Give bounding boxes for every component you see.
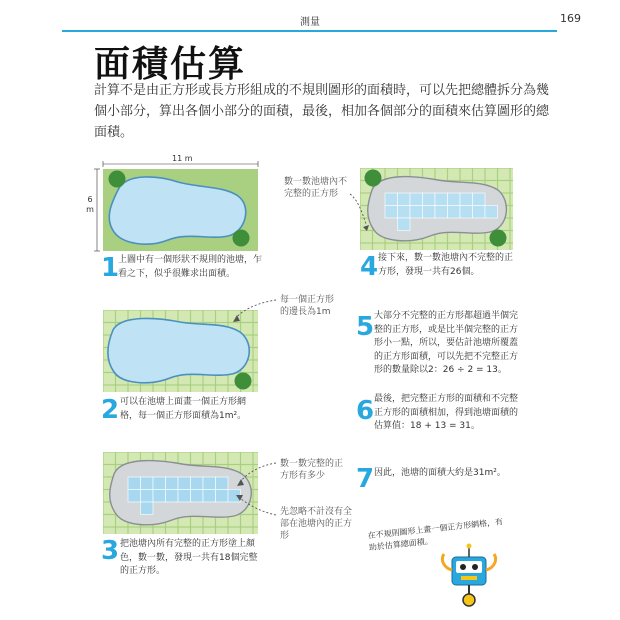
header-title: 測量 (300, 17, 320, 28)
panel-2-grid-pond (103, 310, 258, 392)
height-label: 6 m (86, 195, 94, 214)
step-6-text: 最後，把完整正方形的面積和不完整正方形的面積相加，得到池塘面積的估算值：18 + 13 = 31。 (374, 394, 519, 431)
robot-eye-icon (472, 564, 478, 570)
step-1-number: 1 (101, 253, 120, 283)
step-5-number: 5 (356, 312, 375, 342)
note-ignore-partial: 先忽略不計沒有全部在池塘內的正方形 (280, 507, 353, 541)
page-number: 169 (560, 12, 581, 25)
tree-icon (109, 171, 126, 188)
robot-mascot (442, 544, 495, 607)
tree-icon (235, 373, 252, 390)
robot-tip: 在不規則圖形上畫一個正方形網格，有助於估算總面積。 (367, 517, 504, 553)
step-3-number: 3 (101, 536, 120, 566)
step-3-text: 把池塘內所有完整的正方形塗上顏色，數一數，發現一共有18個完整的正方形。 (120, 539, 258, 576)
note-count-complete: 數一數完整的正方形有多少 (280, 459, 344, 481)
step-4-number: 4 (360, 252, 379, 282)
note-count-partial: 數一數池塘內不完整的正方形 (284, 177, 348, 199)
intro-paragraph: 計算不是由正方形或長方形組成的不規則圖形的面積時，可以先把總體拆分為幾個小部分，算出各個小部分的面積，最後，相加各個部分的面積來估算圖形的總面積。 (94, 83, 550, 140)
step-2-text: 可以在池塘上面畫一個正方形網格，每一個正方形面積為1m²。 (120, 397, 247, 421)
step-4-text: 接下來，數一數池塘內不完整的正方形，發現一共有26個。 (378, 253, 514, 277)
note-square-side: 每一個正方形的邊長為1m (280, 295, 335, 317)
panel-1-pond (94, 161, 258, 251)
step-2-number: 2 (101, 395, 120, 425)
tree-icon (365, 170, 382, 187)
page-title: 面積估算 (94, 44, 247, 85)
pond-shape-2 (108, 318, 249, 382)
step-5-text: 大部分不完整的正方形都超過半個完整的正方形，或是比半個完整的正方形小一點，所以，要估計池塘所覆蓋的正方形面積，可以先把不完整正方形的數量除以2：26 ÷ 2 = 13。 (374, 311, 519, 375)
robot-eye-icon (460, 564, 466, 570)
width-label: 11 m (172, 154, 193, 163)
step-6-number: 6 (356, 396, 375, 426)
tree-icon (233, 230, 250, 247)
panel-3-complete-squares (103, 452, 258, 534)
panel-4-partial-squares (360, 168, 513, 250)
step-7-number: 7 (356, 464, 375, 494)
step-7-text: 因此，池塘的面積大約是31m²。 (374, 468, 506, 478)
step-1-text: 上圖中有一個形狀不規則的池塘，乍看之下，似乎很難求出面積。 (118, 255, 263, 279)
robot-wheel-icon (463, 594, 475, 606)
tree-icon (490, 230, 507, 247)
